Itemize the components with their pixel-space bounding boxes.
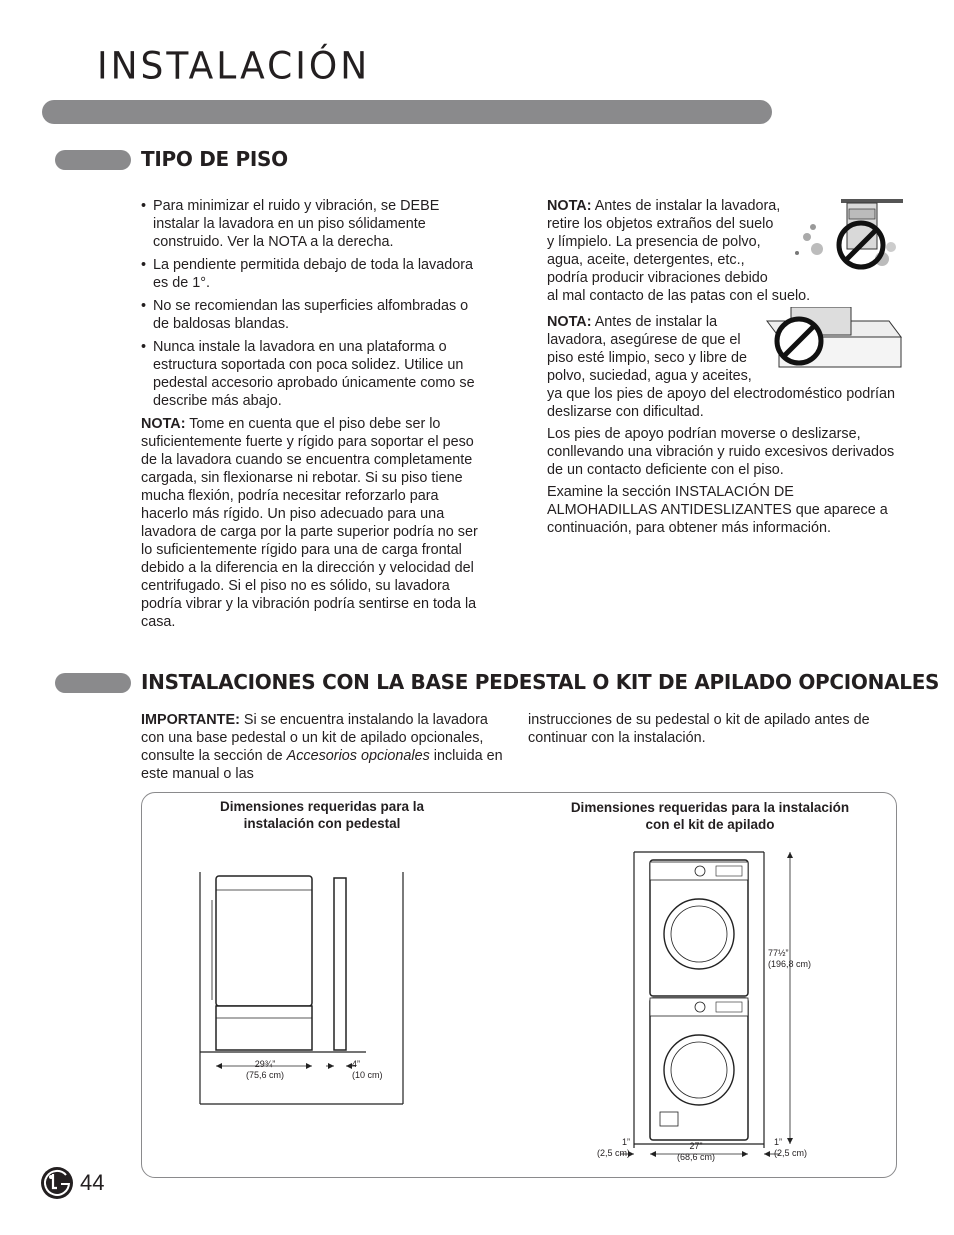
title-bar [42,100,772,124]
pedestal-gap-label [352,1059,406,1081]
clean-floor-illustration [761,307,907,377]
section-title-floor: TIPO DE PISO [141,147,288,171]
dimension-inches: 77½” [768,948,789,958]
important-text-end: incluida en este manual o las [141,748,503,782]
dimension-cm: (10 cm) [352,1070,383,1080]
pedestal-left-text [141,711,511,783]
stacking-height-label [768,948,832,970]
note-label: NOTA: [547,314,592,330]
floor-left-column [141,197,486,631]
important-cont: instrucciones de su pedestal o kit de apilado antes de continuar con la instalación. [528,712,870,746]
stacking-right-gap-label [774,1137,822,1159]
section-pill [55,673,131,693]
right-note-1 [547,197,907,305]
note-text: Antes de instalar la lavadora, retire los objetos extraños del suelo y límpielo. La presencia de polvo, agua, aceite, detergentes, etc., podría producir vibraciones debido al mal contacto de las patas con el suelo. [547,198,811,304]
stacking-diagram-caption: Dimensiones requeridas para la instalación con el kit de apilado [570,800,850,832]
dimension-cm: (68,6 cm) [676,1152,715,1162]
dirty-floor-illustration [787,197,907,281]
pedestal-width-label [230,1059,300,1081]
note-text: Tome en cuenta que el piso debe ser lo suficientemente fuerte y rígido para soportar el peso de la lavadora cuando se encuentra completamente cargada, sin flexionarse ni rebotar. Si su piso tiene mucha flexión, podría necesitar reforzarlo para hacerlo más rígido. Un piso adecuado para una lavadora de carga por la parte superior podría no ser lo suficientemente rígido para una de carga frontal debido a la diferencia en la dirección y velocidad del centrifugado. Si el piso no es sólido, su lavadora podría vibrar y la vibración podría sentirse en toda la casa. [141,416,478,630]
stacking-width-label [664,1141,728,1163]
dimension-cm: (75,6 cm) [245,1070,284,1080]
dimension-inches: 27” [689,1141,703,1151]
section-pill [55,150,131,170]
important-text: Si se encuentra instalando la lavadora con una base pedestal o un kit de apilado opcionales, consulte la sección de [141,712,488,764]
floor-right-column [547,197,907,537]
list-item: • Nunca instale la lavadora en una plataforma o estructura soportada con poca solidez. Utilice un pedestal accesorio aprobado únicamente como se describe más abajo. [141,338,486,410]
note-text: Antes de instalar la lavadora, asegúrese de que el piso esté limpio, seco y libre de polvo, suciedad, agua y aceites, ya que los pies de apoyo del electrodoméstico podrían deslizarse con dificultad. [547,314,895,420]
section-title-pedestal: INSTALACIONES CON LA BASE PEDESTAL O KIT DE APILADO OPCIONALES [141,670,940,694]
page-number: 44 [80,1170,105,1195]
dimension-inches: 1” [621,1137,630,1147]
right-para-3: Los pies de apoyo podrían moverse o deslizarse, conllevando una vibración y ruido excesivos derivados de un contacto deficiente con el piso. [547,426,895,478]
pedestal-right-text [528,711,898,747]
dimension-inches: 4” [352,1059,361,1069]
stacking-diagram [620,848,810,1164]
list-item: • La pendiente permitida debajo de toda la lavadora es de 1°. [141,256,486,292]
dimension-inches: 29¾” [254,1059,276,1069]
important-italic: Accesorios opcionales [286,748,430,764]
list-item: • Para minimizar el ruido y vibración, se DEBE instalar la lavadora en un piso sólidamente construido. Ver la NOTA a la derecha. [141,197,486,251]
page-title: INSTALACIÓN [97,44,371,89]
important-label: IMPORTANTE: [141,712,240,728]
floor-bullet-list [141,197,486,410]
dimension-cm: (196,8 cm) [768,959,812,969]
stacking-left-gap-label [582,1137,630,1159]
dimension-inches: 1” [774,1137,783,1147]
dimension-cm: (2,5 cm) [596,1148,630,1158]
note-label: NOTA: [547,198,592,214]
pedestal-diagram-caption: Dimensiones requeridas para la instalación con pedestal [219,799,425,831]
list-item: • No se recomiendan las superficies alfombradas o de baldosas blandas. [141,297,486,333]
dimension-cm: (2,5 cm) [774,1148,808,1158]
right-note-2 [547,313,907,421]
right-para-4: Examine la sección INSTALACIÓN DE ALMOHADILLAS ANTIDESLIZANTES que aparece a continuación, para obtener más información. [547,484,888,536]
lg-logo-icon [40,1166,74,1200]
floor-note [141,415,486,631]
note-label: NOTA: [141,416,186,432]
